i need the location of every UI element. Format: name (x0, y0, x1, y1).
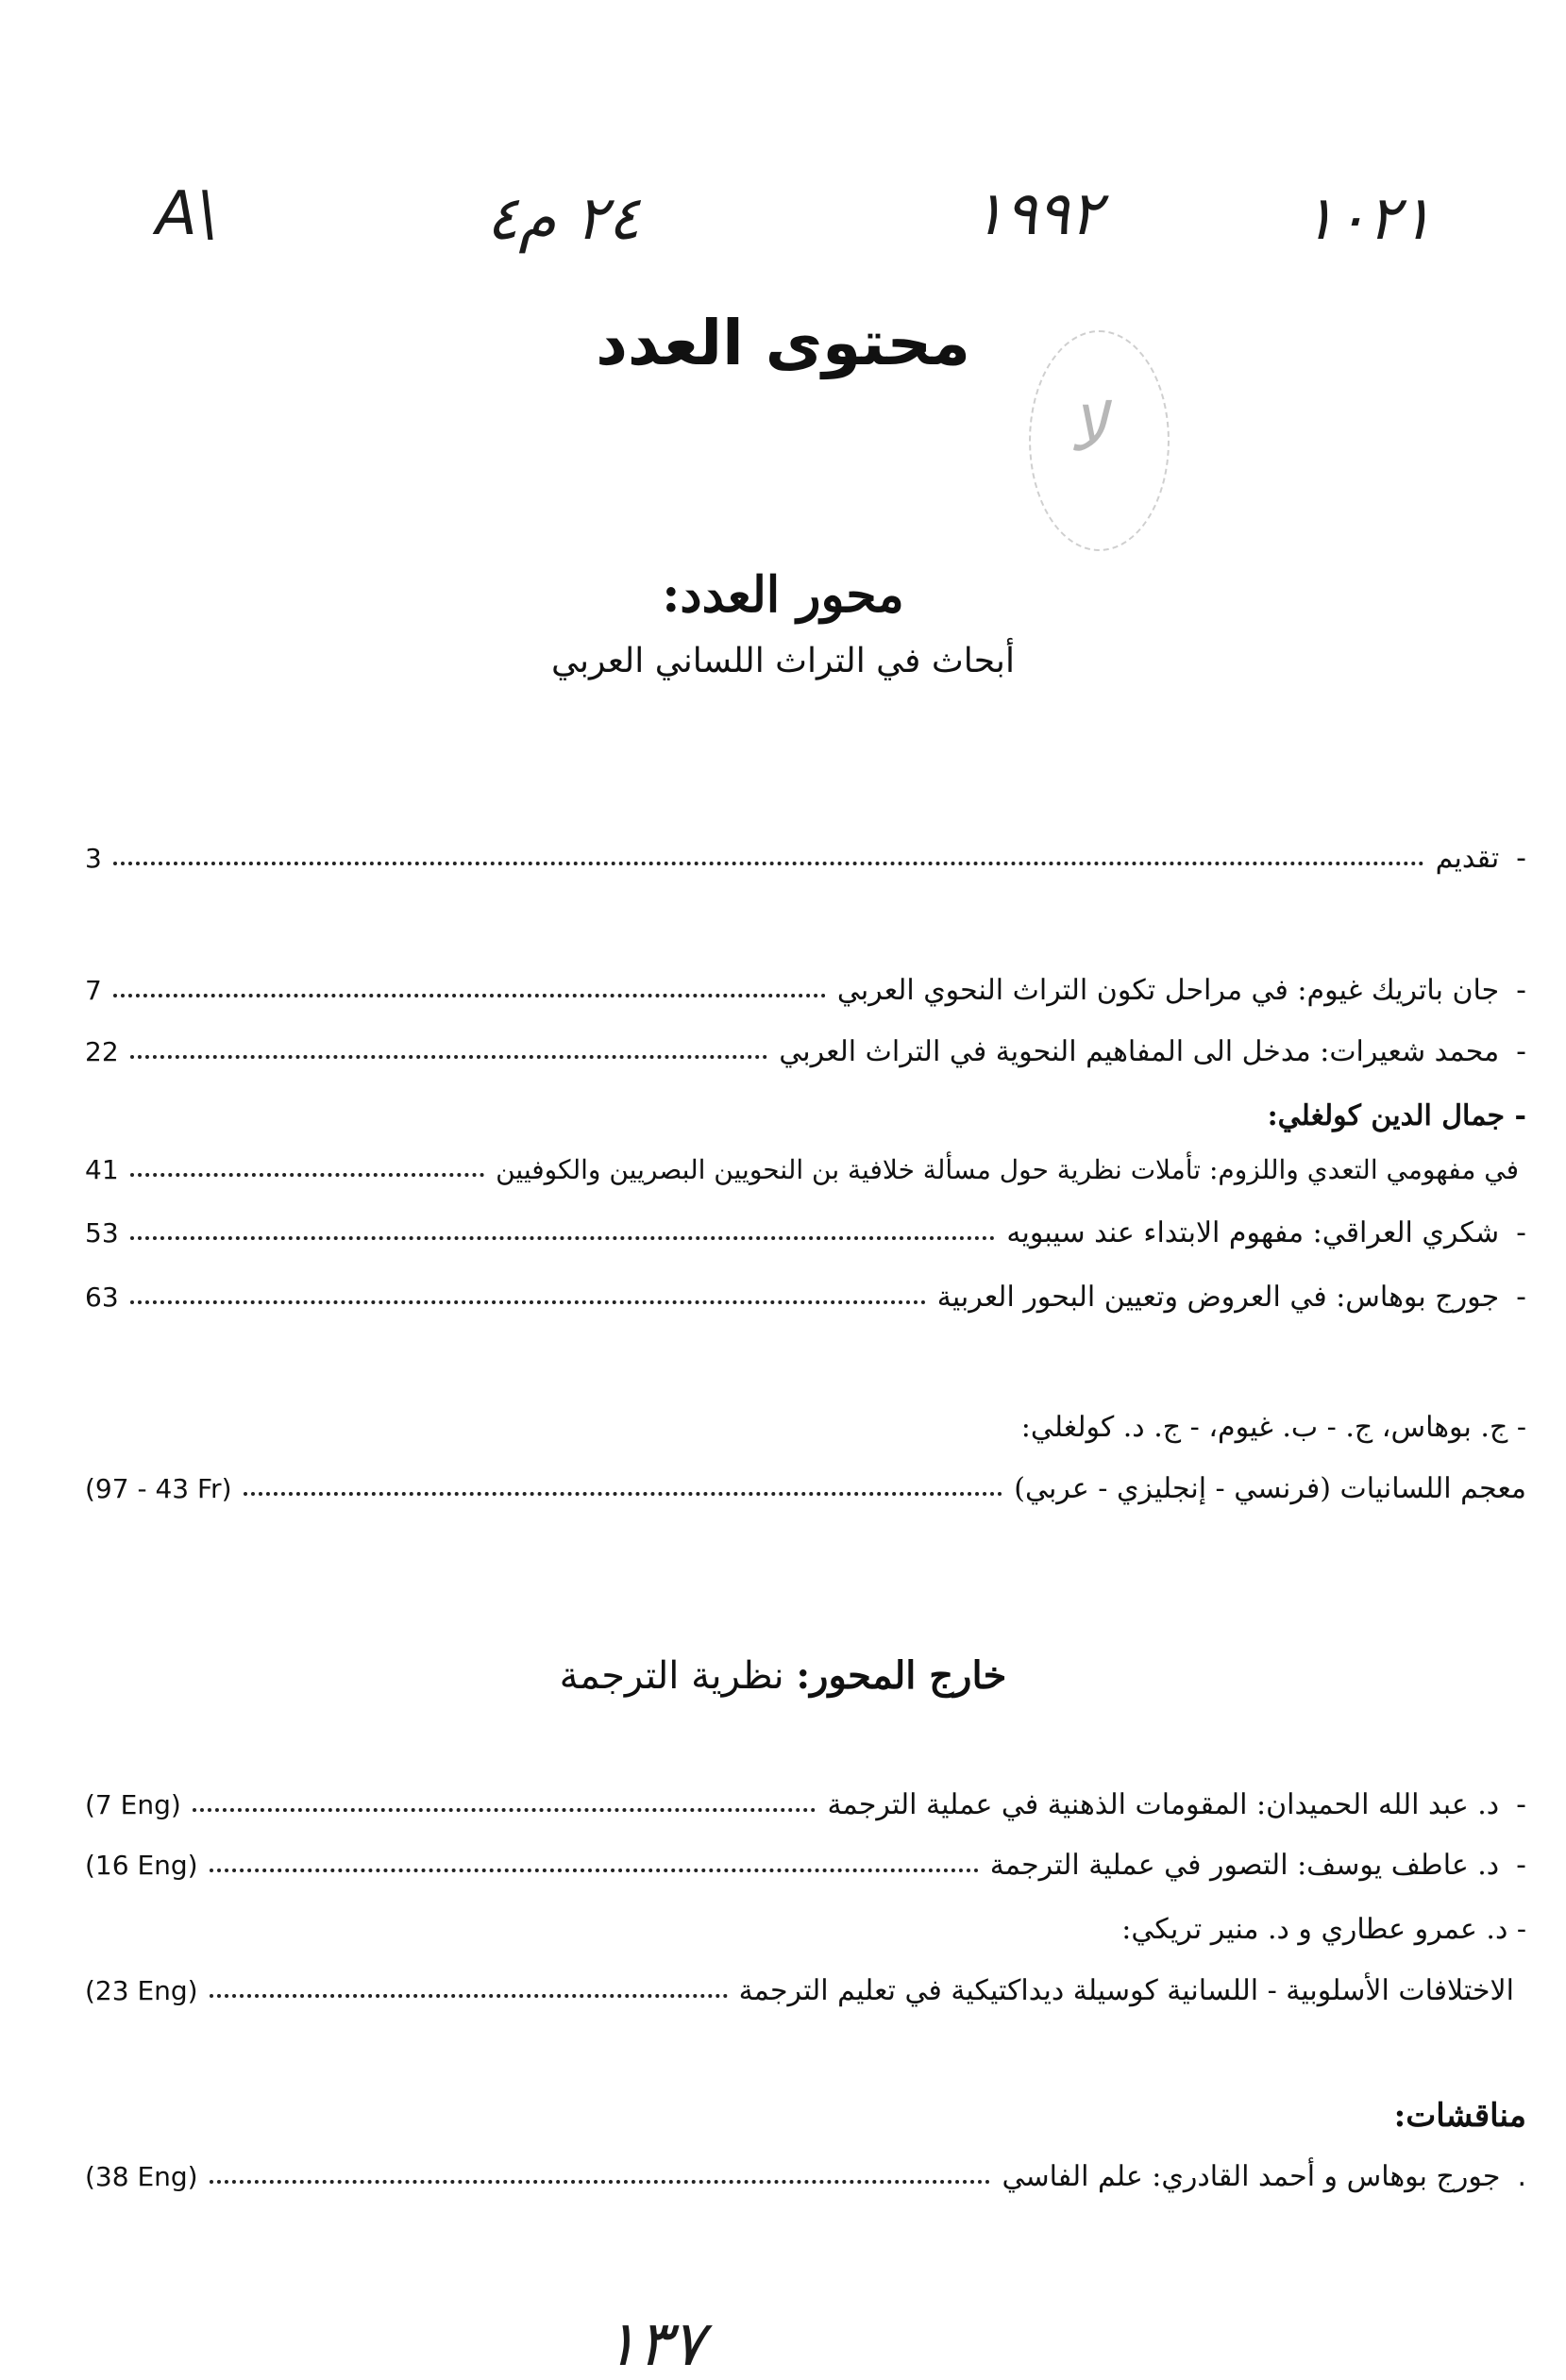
handwritten-bottom-number: ١٣٧ (604, 2307, 705, 2380)
handwritten-number: ١٠٢١ (1303, 184, 1433, 254)
leader-dots (210, 2180, 991, 2184)
toc-entry (85, 1842, 1526, 1887)
toc-bullet: - (1516, 973, 1526, 1007)
toc-author-line: - د. عمرو عطاري و د. منير تريكي: (1121, 1912, 1526, 1946)
toc-entry-text: جان باتريك غيوم: في مراحل تكون التراث النحوي العربي (836, 973, 1500, 1007)
toc-entry (85, 967, 1526, 1013)
discussions-heading: مناقشات: (1393, 2097, 1526, 2135)
toc-entry (85, 2154, 1526, 2199)
toc-page-number: (38 Eng) (85, 2160, 198, 2192)
toc-entry-text: د. عبد الله الحميدان: المقومات الذهنية في عملية الترجمة (827, 1787, 1500, 1821)
leader-dots (244, 1492, 1003, 1496)
toc-entry-text: شكري العراقي: مفهوم الابتداء عند سيبويه (1006, 1215, 1500, 1249)
toc-page-number: (16 Eng) (85, 1849, 198, 1881)
handwritten-day-month: ٢٤ م٤ (486, 184, 641, 254)
theme-subheading: أبحاث في التراث اللساني العربي (551, 642, 1015, 680)
section-heading-rest: نظرية الترجمة (559, 1654, 784, 1698)
leader-dots (210, 1869, 979, 1872)
handwritten-year: ١٩٩٢ (972, 179, 1103, 249)
toc-bullet: . (1517, 2159, 1526, 2193)
theme-heading: محور العدد: (662, 566, 904, 624)
toc-bullet: - (1516, 1034, 1526, 1068)
leader-dots (130, 1300, 926, 1304)
toc-entry (85, 1274, 1526, 1319)
leader-dots (210, 1994, 728, 1998)
toc-page-number: 63 (85, 1281, 119, 1313)
toc-entry (85, 1029, 1526, 1074)
toc-entry-text: الاختلافات الأسلوبية - اللسانية كوسيلة ديداكتيكية في تعليم الترجمة (738, 1973, 1514, 2007)
toc-author-line: - جمال الدين كولغلي: (1267, 1098, 1526, 1132)
toc-entry (85, 1782, 1526, 1827)
toc-author-line: - ج. بوهاس، ج. - ب. غيوم، - ج. د. كولغلي: (1020, 1410, 1526, 1444)
leader-dots (113, 994, 826, 997)
toc-page-number: (97 - 43 Fr) (85, 1472, 232, 1504)
toc-bullet: - (1516, 1848, 1526, 1882)
section-heading (0, 1653, 1566, 1698)
toc-page-number: 7 (85, 974, 102, 1006)
toc-page-number: 22 (85, 1035, 119, 1067)
toc-entry-text: د. عاطف يوسف: التصور في عملية الترجمة (989, 1848, 1500, 1882)
page-title: محتوى العدد (596, 307, 970, 379)
toc-bullet: - (1516, 1215, 1526, 1249)
leader-dots (130, 1236, 996, 1240)
toc-bullet: - (1516, 841, 1526, 875)
toc-entry-text: معجم اللسانيات (فرنسي - إنجليزي - عربي) (1014, 1471, 1526, 1505)
toc-entry (85, 1147, 1519, 1192)
handwritten-top-left: A\ (156, 179, 218, 249)
toc-bullet: - (1516, 1280, 1526, 1314)
leader-dots (130, 1055, 768, 1059)
toc-page-number: (7 Eng) (85, 1788, 181, 1820)
toc-page-number: (23 Eng) (85, 1974, 198, 2006)
toc-page-number: 41 (85, 1153, 119, 1185)
toc-entry-text: جورج بوهاس: في العروض وتعيين البحور العربية (936, 1280, 1500, 1314)
leader-dots (113, 862, 1424, 865)
section-heading-bold: خارج المحور: (796, 1653, 1007, 1698)
toc-entry-text: جورج بوهاس و أحمد القادري: علم الفاسي (1002, 2159, 1501, 2193)
toc-entry-text: محمد شعيرات: مدخل الى المفاهيم النحوية في التراث العربي (779, 1034, 1500, 1068)
toc-entry (85, 1466, 1526, 1511)
toc-entry (85, 835, 1526, 880)
toc-page-number: 3 (85, 842, 102, 874)
toc-entry (85, 1210, 1526, 1255)
leader-dots (130, 1173, 484, 1177)
leader-dots (193, 1808, 817, 1812)
toc-entry-text: تقديم (1435, 841, 1500, 875)
toc-entry (85, 1968, 1514, 2013)
stamp-glyph: ﻻ (1069, 389, 1106, 466)
toc-entry-text: في مفهومي التعدي واللزوم: تأملات نظرية حول مسألة خلافية بن النحويين البصريين والكوفيين (496, 1153, 1519, 1185)
toc-bullet: - (1516, 1787, 1526, 1821)
toc-page-number: 53 (85, 1216, 119, 1249)
